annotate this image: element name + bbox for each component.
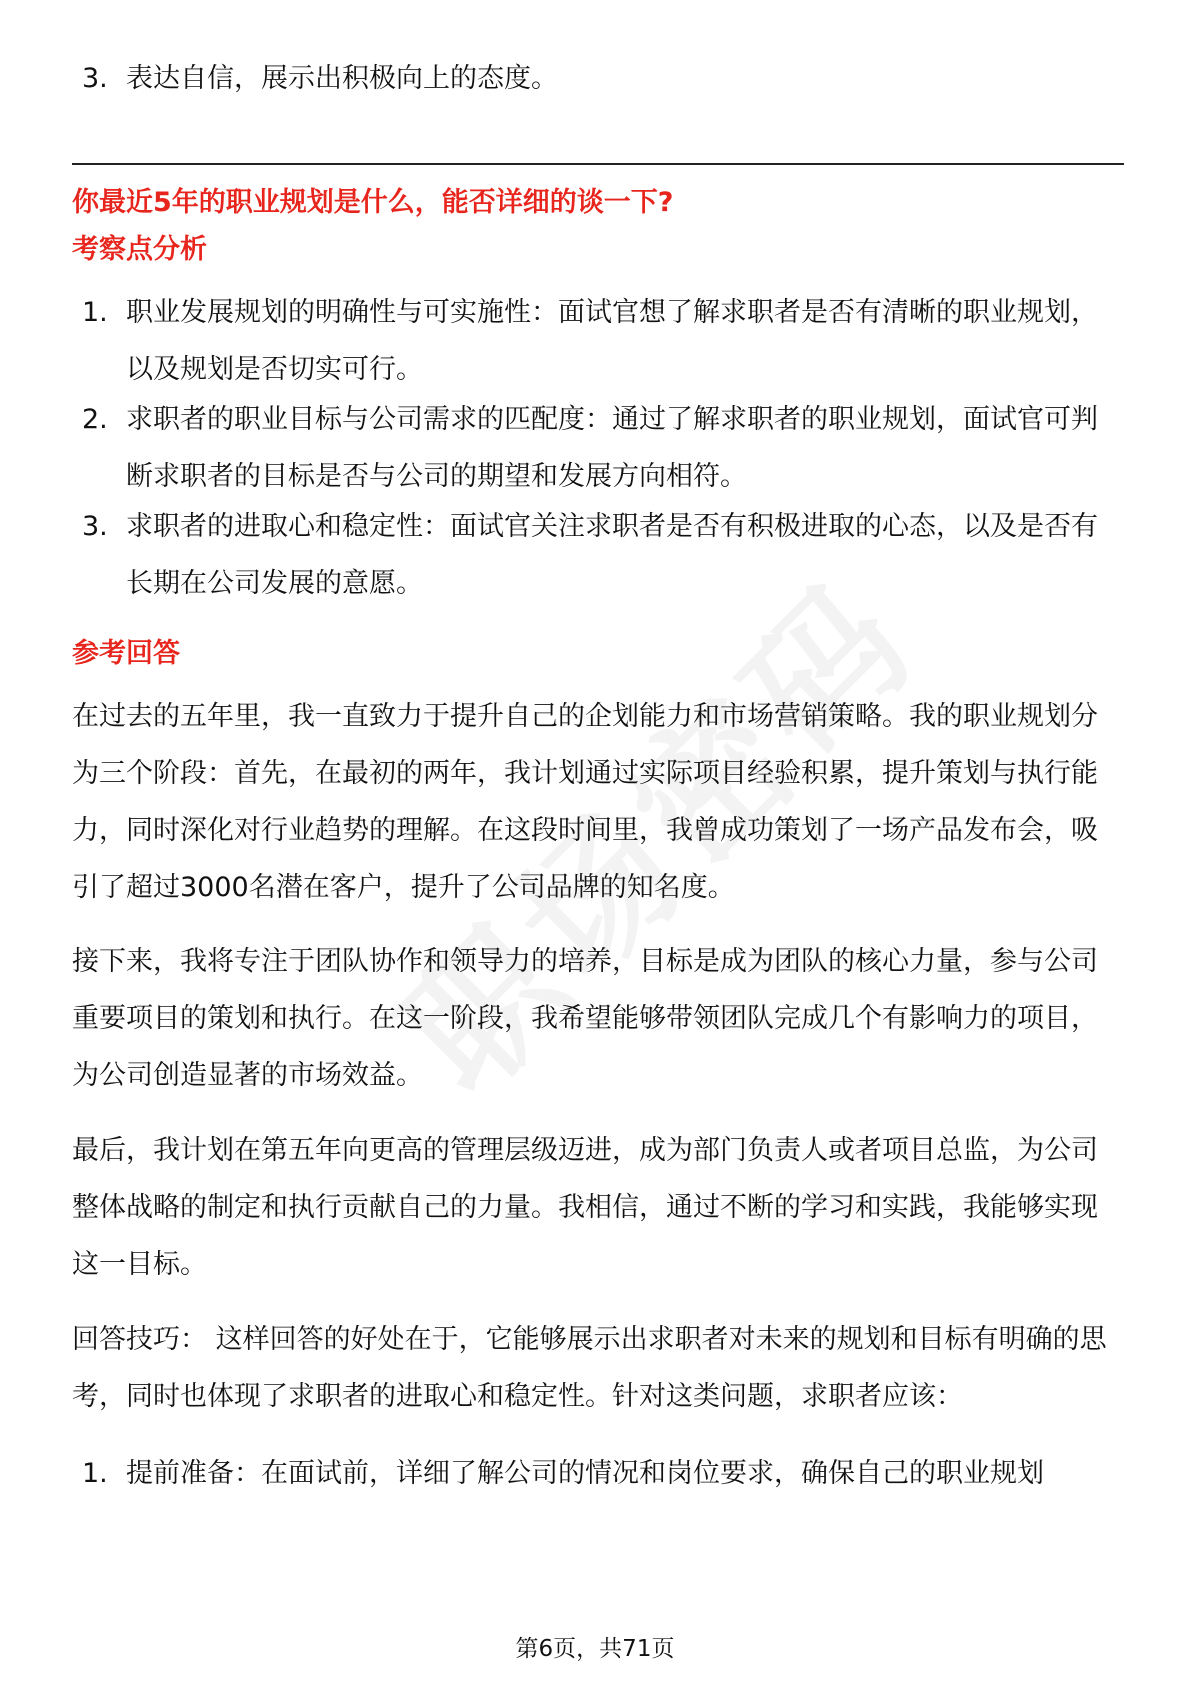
section-divider	[72, 163, 1124, 165]
list-text: 表达自信，展示出积极向上的态度。	[126, 63, 558, 94]
list-number: 3.	[82, 63, 108, 94]
answer-paragraph: 在过去的五年里，我一直致力于提升自己的企划能力和市场营销策略。我的职业规划分为三个阶段：首先，在最初的两年，我计划通过实际项目经验积累，提升策划与执行能力，同时深化对行业趋势的理解。在这段时间里，我曾成功策划了一场产品发布会，吸引了超过3000名潜在客户，提升了公司品牌的知名度。	[72, 701, 1098, 903]
page-footer: 第6页，共71页	[515, 1636, 675, 1662]
list-text: 求职者的进取心和稳定性：面试官关注求职者是否有积极进取的心态，以及是否有长期在公司发展的意愿。	[126, 511, 1098, 599]
list-number: 1.	[82, 1458, 108, 1489]
answer-paragraph: 最后，我计划在第五年向更高的管理层级迈进，成为部门负责人或者项目总监，为公司整体战略的制定和执行贡献自己的力量。我相信，通过不断的学习和实践，我能够实现这一目标。	[72, 1135, 1098, 1280]
analysis-heading: 考察点分析	[72, 234, 207, 265]
answer-heading: 参考回答	[72, 638, 180, 669]
list-item	[82, 1445, 1116, 1502]
question-heading: 你最近5年的职业规划是什么，能否详细的谈一下?	[72, 187, 674, 218]
list-item	[82, 50, 1116, 107]
list-item	[82, 284, 1116, 398]
list-number: 2.	[82, 404, 108, 435]
answer-paragraph: 接下来，我将专注于团队协作和领导力的培养，目标是成为团队的核心力量，参与公司重要项目的策划和执行。在这一阶段，我希望能够带领团队完成几个有影响力的项目，为公司创造显著的市场效益。	[72, 946, 1098, 1091]
list-item	[82, 391, 1116, 505]
list-number: 3.	[82, 511, 108, 542]
list-number: 1.	[82, 297, 108, 328]
list-text: 职业发展规划的明确性与可实施性：面试官想了解求职者是否有清晰的职业规划，以及规划是否切实可行。	[126, 297, 1098, 385]
list-item	[82, 498, 1116, 612]
list-text: 提前准备：在面试前，详细了解公司的情况和岗位要求，确保自己的职业规划	[126, 1458, 1044, 1489]
list-text: 求职者的职业目标与公司需求的匹配度：通过了解求职者的职业规划，面试官可判断求职者的目标是否与公司的期望和发展方向相符。	[126, 404, 1098, 492]
tips-paragraph: 回答技巧： 这样回答的好处在于，它能够展示出求职者对未来的规划和目标有明确的思考，同时也体现了求职者的进取心和稳定性。针对这类问题，求职者应该：	[72, 1324, 1107, 1412]
